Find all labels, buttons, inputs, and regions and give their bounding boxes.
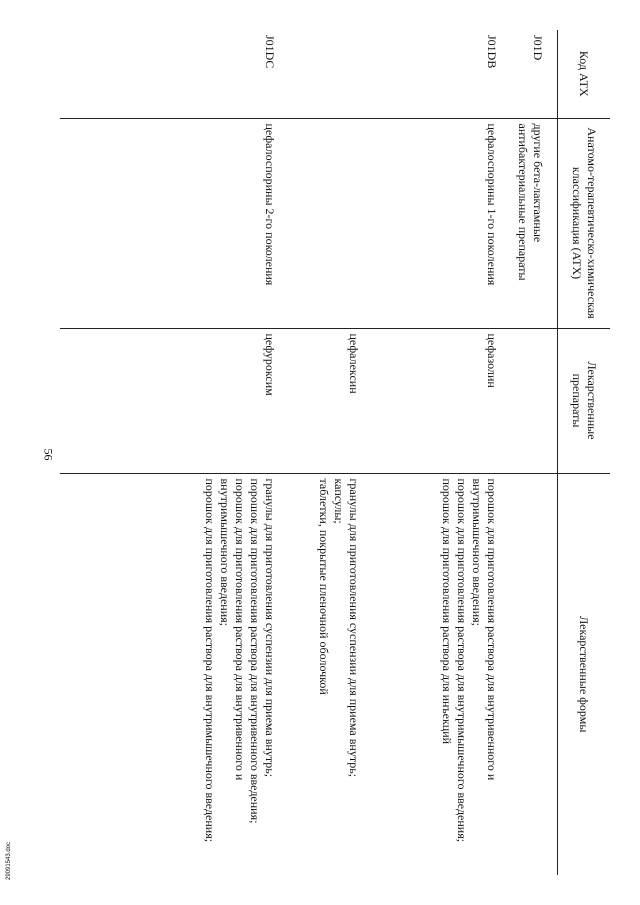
form-line: таблетки, покрытые пленочной оболочкой xyxy=(317,478,332,695)
form-line: порошок для приготовления раствора для внутривенного и внутримышечного введения; xyxy=(470,478,500,781)
header-classification: Анатомо-терапевтическо-химическая классификация (АТХ) xyxy=(558,118,611,328)
form-line: гранулы для приготовления суспензии для приема внутрь; xyxy=(263,478,278,778)
cell-classification: цефалоспорины 2-го поколения xyxy=(60,118,280,328)
table-row xyxy=(60,30,280,875)
cell-code: J01DB xyxy=(364,30,502,118)
cell-drug: цефалексин xyxy=(280,328,364,473)
cell-forms xyxy=(502,473,558,875)
drug-table xyxy=(60,30,610,875)
form-line: порошок для приготовления раствора для инъекций xyxy=(440,478,455,745)
form-line: порошок для приготовления раствора для внутримышечного введения; xyxy=(203,478,218,843)
header-code: Код АТХ xyxy=(558,30,611,118)
footer-document-ref: 29091543.doc xyxy=(6,841,12,880)
table-row xyxy=(280,30,364,875)
rotated-table-container xyxy=(60,30,610,875)
cell-forms xyxy=(280,473,364,875)
header-drugs: Лекарственные препараты xyxy=(558,328,611,473)
form-line: порошок для приготовления раствора для внутривенного и внутримышечного введения; xyxy=(218,478,248,781)
header-forms: Лекарственные формы xyxy=(558,473,611,875)
cell-classification xyxy=(280,118,364,328)
form-line: капсулы; xyxy=(332,478,347,524)
table-row xyxy=(364,30,502,875)
cell-drug: цефазолин xyxy=(364,328,502,473)
cell-drug: цефуроксим xyxy=(60,328,280,473)
cell-forms xyxy=(60,473,280,875)
page-number: 56 xyxy=(41,448,56,461)
cell-code: J01DC xyxy=(60,30,280,118)
cell-drug xyxy=(502,328,558,473)
cell-classification: цефалоспорины 1-го поколения xyxy=(364,118,502,328)
cell-code: J01D xyxy=(502,30,558,118)
cell-code xyxy=(280,30,364,118)
form-line: гранулы для приготовления суспензии для приема внутрь; xyxy=(347,478,362,778)
table-row xyxy=(502,30,558,875)
cell-forms xyxy=(364,473,502,875)
form-line: порошок для приготовления раствора для внутривенного введения; xyxy=(248,478,263,824)
cell-classification: другие бета-лактамные антибактериальные препараты xyxy=(502,118,558,328)
table-header-row xyxy=(558,30,611,875)
form-line: порошок для приготовления раствора для внутримышечного введения; xyxy=(455,478,470,843)
